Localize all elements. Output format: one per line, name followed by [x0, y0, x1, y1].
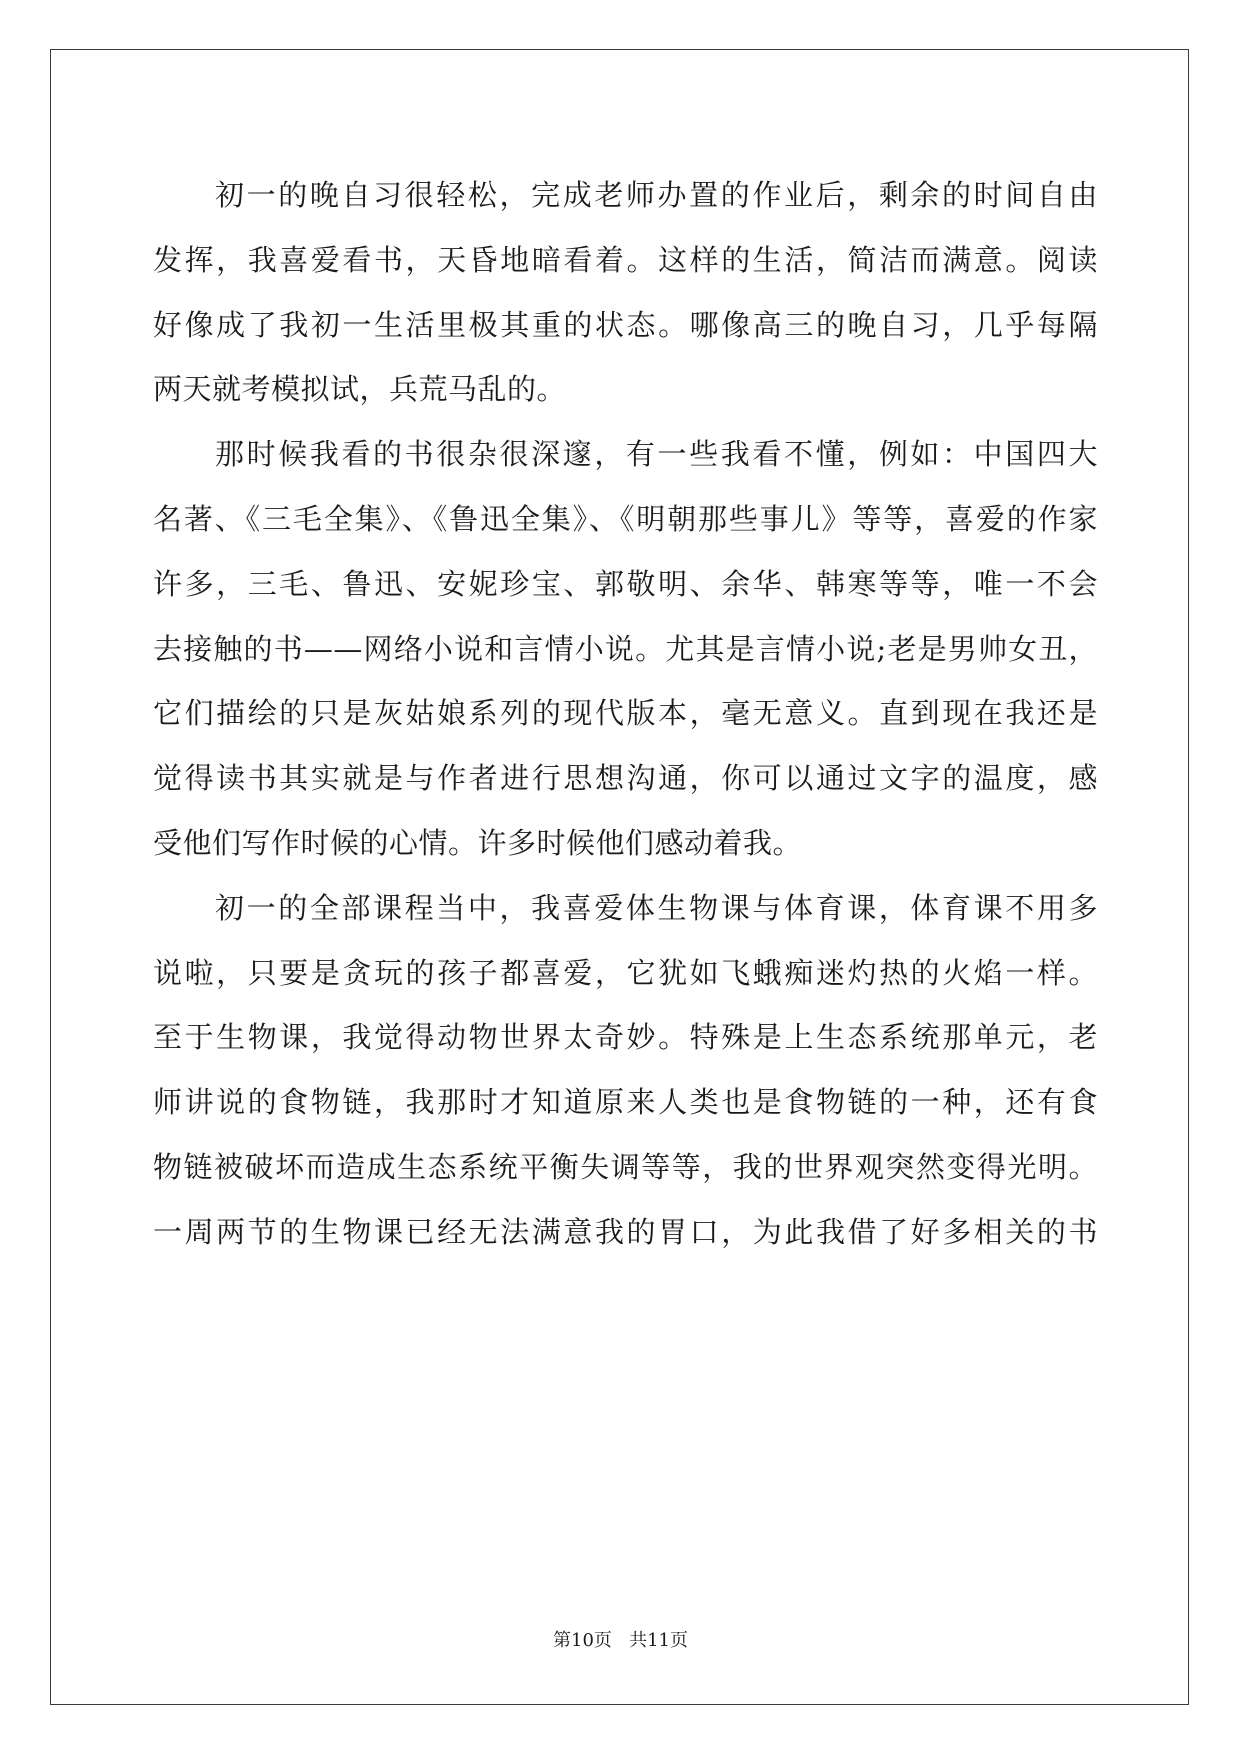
text-line: 至于生物课，我觉得动物世界太奇妙。特殊是上生态系统那单元，老: [153, 1020, 1098, 1055]
text-line: 说啦，只要是贪玩的孩子都喜爱，它犹如飞蛾痴迷灼热的火焰一样。: [153, 955, 1098, 990]
page-number-current: 第10页: [553, 1630, 612, 1651]
text-line: 物链被破坏而造成生态系统平衡失调等等，我的世界观突然变得光明。: [153, 1149, 1098, 1184]
text-line: 初一的全部课程当中，我喜爱体生物课与体育课，体育课不用多: [215, 890, 1098, 925]
text-line: 初一的晚自习很轻松，完成老师办置的作业后，剩余的时间自由: [215, 178, 1098, 212]
document-body: [153, 163, 1098, 1265]
text-line: 一周两节的生物课已经无法满意我的胃口，为此我借了好多相关的书: [153, 1214, 1098, 1249]
text-line: 好像成了我初一生活里极其重的状态。哪像高三的晚自习，几乎每隔: [153, 307, 1098, 342]
text-line: 许多，三毛、鲁迅、安妮珍宝、郭敬明、余华、韩寒等等，唯一不会: [153, 566, 1098, 601]
text-line: 那时候我看的书很杂很深邃，有一些我看不懂，例如：中国四大: [215, 437, 1098, 472]
text-line: 它们描绘的只是灰姑娘系列的现代版本，毫无意义。直到现在我还是: [153, 696, 1098, 731]
text-line: 发挥，我喜爱看书，天昏地暗看着。这样的生活，简洁而满意。阅读: [153, 242, 1098, 277]
text-line: 师讲说的食物链，我那时才知道原来人类也是食物链的一种，还有食: [153, 1085, 1098, 1120]
text-line: 名著、《三毛全集》、《鲁迅全集》、《明朝那些事儿》等等，喜爱的作家: [153, 501, 1098, 536]
page-number-total: 共11页: [629, 1630, 688, 1651]
text-line: 两天就考模拟试，兵荒马乱的。: [153, 372, 567, 407]
text-line: 受他们写作时候的心情。许多时候他们感动着我。: [153, 825, 803, 860]
page-footer: [0, 1626, 1241, 1652]
text-line: 去接触的书——网络小说和言情小说。尤其是言情小说;老是男帅女丑，: [153, 631, 1098, 666]
text-line: 觉得读书其实就是与作者进行思想沟通，你可以通过文字的温度，感: [153, 761, 1098, 796]
